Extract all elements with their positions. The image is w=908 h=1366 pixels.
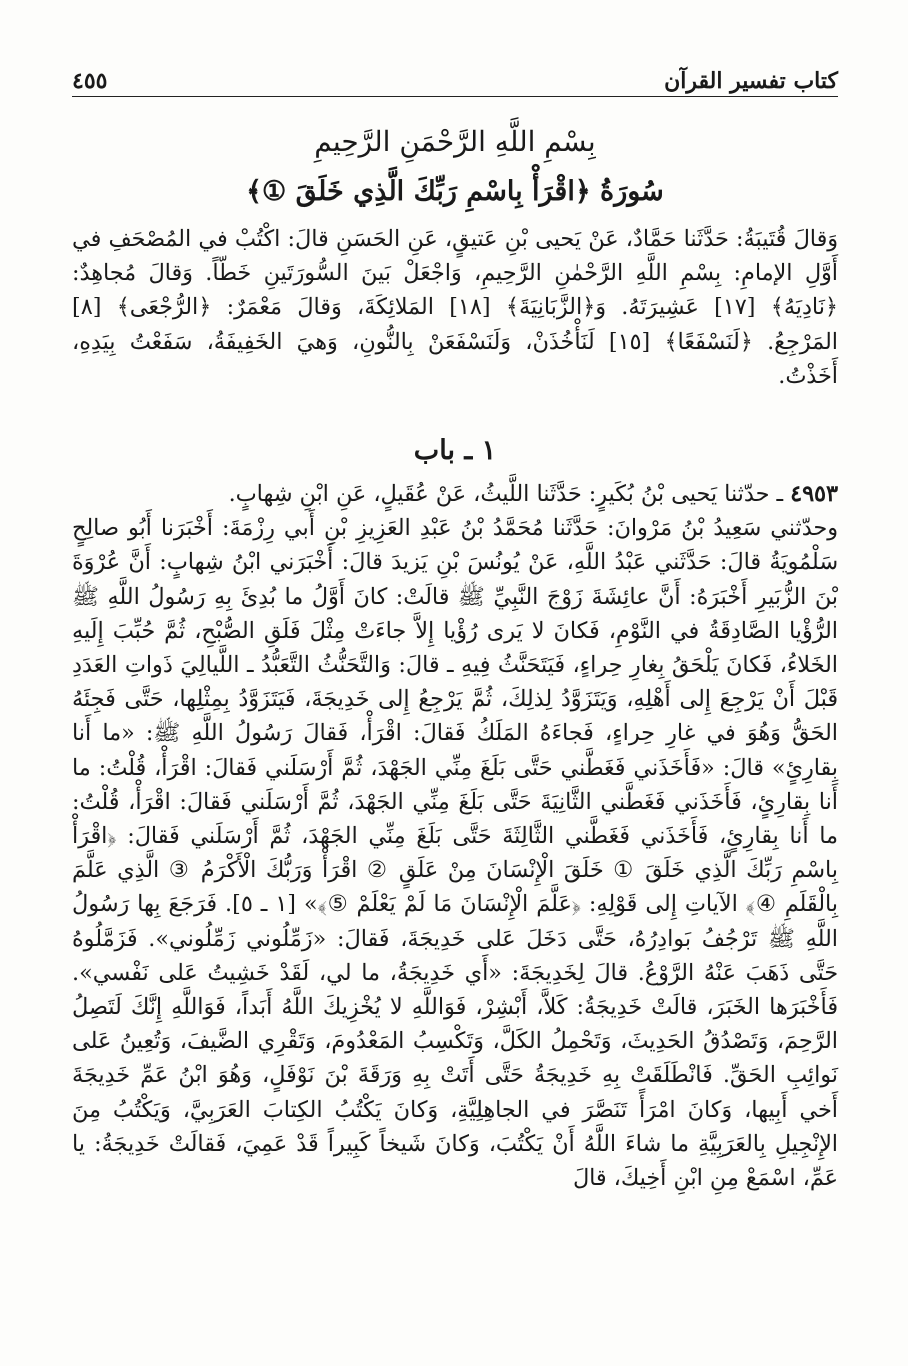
basmala: بِسْمِ اللَّهِ الرَّحْمَنِ الرَّحِيمِ xyxy=(314,125,596,158)
running-title: كتاب تفسير القرآن xyxy=(664,68,838,94)
running-header xyxy=(72,52,838,94)
page-number: ٤٥٥ xyxy=(72,68,108,94)
header-rule xyxy=(72,96,838,97)
intro-paragraph: وَقالَ قُتَيبَةُ: حَدَّثَنا حَمَّادٌ، عَنْ يَحيى بْنِ عَتيقٍ، عَنِ الحَسَنِ قالَ: اكْتُبْ في المُصْحَفِ في أَوَّلِ الإمامِ: بِسْمِ اللَّهِ الرَّحْمٰنِ الرَّحِيمِ، وَاجْعَلْ بَينَ السُّورَتَينِ خَطّاً. وَقالَ مُجاهِدٌ: ﴿نَادِيَهُ﴾ [١٧] عَشِيرَتَهُ. وَ﴿الزَّبَانِيَةَ﴾ [١٨] المَلائِكَةَ، وَقالَ مَعْمَرٌ: ﴿الرُّجْعَى﴾ [٨] المَرْجِعُ. ﴿لَنَسْفَعًا﴾ [١٥] لَنَأْخُذَنْ، وَلَنَسْفَعَنْ بِالنُّونِ، وَهيَ الخَفِيفَةُ، سَفَعْتُ بِيَدِهِ، أَخَذْتُ. xyxy=(72,226,838,389)
hadith-number: ٤٩٥٣ xyxy=(790,481,838,508)
hadith-body: وحدّثني سَعِيدُ بْنُ مَرْوانَ: حَدَّثَنا مُحَمَّدُ بْنُ عَبْدِ العَزِيزِ بْنِ أَبي رِزْمَةَ: أَخْبَرَنا أَبُو صالِحٍ سَلْمُويَةُ قالَ: حَدَّثَني عَبْدُ اللَّهِ، عَنْ يُونُسَ بْنِ يَزيدَ قالَ: أَخْبَرَني ابْنُ شِهابٍ: أَنَّ عُرْوَةَ بْنَ الزُّبَيرِ أَخْبَرَهُ: أَنَّ عائِشَةَ زَوْجَ النَّبِيِّ ﷺ قالَتْ: كانَ أَوَّلُ ما بُدِئَ بِهِ رَسُولُ اللَّهِ ﷺ الرُّؤْيا الصَّادِقَةُ في النَّوْمِ، فَكانَ لا يَرى رُؤْيا إِلاَّ جاءَتْ مِثْلَ فَلَقِ الصُّبْحِ، ثُمَّ حُبِّبَ إِلَيهِ الخَلاءُ، فَكانَ يَلْحَقُ بِغارِ حِراءٍ، فَيَتَحَنَّثُ فِيهِ ـ قالَ: وَالتَّحَنُّثُ التَّعَبُّدُ ـ اللَّيالِيَ ذَواتِ العَدَدِ قَبْلَ أَنْ يَرْجِعَ إِلى أَهْلِهِ، وَيَتَزَوَّدُ لِذلِكَ، ثُمَّ يَرْجِعُ إِلى خَدِيجَةَ، فَيَتَزَوَّدُ بِمِثْلِها، حَتَّى فَجِئَهُ الحَقُّ وَهُوَ في غارِ حِراءٍ، فَجاءَهُ المَلَكُ فَقالَ: اقْرَأْ، فَقالَ رَسُولُ اللَّهِ ﷺ: «ما أَنا بِقارِئٍ» قالَ: «فَأَخَذَني فَغَطَّني حَتَّى بَلَغَ مِنِّي الجَهْدَ، ثُمَّ أَرْسَلَني فَقالَ: اقْرَأْ، قُلْتُ: ما أَنا بِقارِئٍ، فَأَخَذَني فَغَطَّني الثَّانِيَةَ حَتَّى بَلَغَ مِنِّي الجَهْدَ، ثُمَّ أَرْسَلَني فَقالَ: اقْرَأْ، قُلْتُ: ما أَنا بِقارِئٍ، فَأَخَذَني فَغَطَّني الثَّالِثَةَ حَتَّى بَلَغَ مِنِّي الجَهْدَ، ثُمَّ أَرْسَلَني فَقالَ: ﴿اقْرَأْ بِاسْمِ رَبِّكَ الَّذِي خَلَقَ ① خَلَقَ الْإِنْسَانَ مِنْ عَلَقٍ ② اقْرَأْ وَرَبُّكَ الْأَكْرَمُ ③ الَّذِي عَلَّمَ بِالْقَلَمِ ④﴾ الآياتِ إِلى قَوْلِهِ: ﴿عَلَّمَ الْإِنْسَانَ مَا لَمْ يَعْلَمْ ⑤﴾» [١ ـ ٥]. فَرَجَعَ بِها رَسُولُ اللَّهِ ﷺ تَرْجُفُ بَوادِرُهُ، حَتَّى دَخَلَ عَلى خَدِيجَةَ، فَقالَ: «زَمِّلُوني زَمِّلُوني». فَزَمَّلُوهُ حَتَّى ذَهَبَ عَنْهُ الرَّوْعُ. قالَ لِخَدِيجَةَ: «أَي خَدِيجَةُ، ما لي، لَقَدْ خَشِيتُ عَلى نَفْسي». فَأَخْبَرَها الخَبَرَ، قالَتْ خَدِيجَةُ: كَلاَّ، أَبْشِرْ، فَوَاللَّهِ لا يُخْزِيكَ اللَّهُ أَبَداً، فَوَاللَّهِ إِنَّكَ لَتَصِلُ الرَّحِمَ، وَتَصْدُقُ الحَدِيثَ، وَتَحْمِلُ الكَلَّ، وَتَكْسِبُ المَعْدُومَ، وَتَقْرِي الضَّيفَ، وَتُعِينُ عَلى نَوائِبِ الحَقِّ. فَانْطَلَقَتْ بِهِ خَدِيجَةُ حَتَّى أَتَتْ بِهِ وَرَقَةَ بْنَ نَوْفَلٍ، وَهُوَ ابْنُ عَمِّ خَدِيجَةَ أَخي أَبِيها، وَكانَ امْرَأً تَنَصَّرَ في الجاهِلِيَّةِ، وَكانَ يَكْتُبُ الكِتابَ العَرَبِيَّ، وَيَكْتُبُ مِنَ الإِنْجِيلِ بِالعَرَبِيَّةِ ما شاءَ اللَّهُ أَنْ يَكْتُبَ، وَكانَ شَيخاً كَبِيراً قَدْ عَمِيَ، فَقالَتْ خَدِيجَةُ: يا عَمِّ، اسْمَعْ مِنِ ابْنِ أَخِيكَ، قالَ xyxy=(72,515,838,1192)
surah-heading: سُورَةُ ﴿اقْرَأْ بِاسْمِ رَبِّكَ الَّذِي خَلَقَ ①﴾ xyxy=(246,176,664,207)
hadith-isnad xyxy=(72,477,838,511)
text-block xyxy=(72,118,838,1195)
hadith-isnad-text: ـ حدّثنا يَحيى بْنُ بُكَيرٍ: حَدَّثَنا اللَّيثُ، عَنْ عُقَيلٍ، عَنِ ابْنِ شِهابٍ. xyxy=(228,481,791,508)
section-gap xyxy=(72,393,838,427)
chapter-heading: ١ ـ باب xyxy=(413,435,497,467)
